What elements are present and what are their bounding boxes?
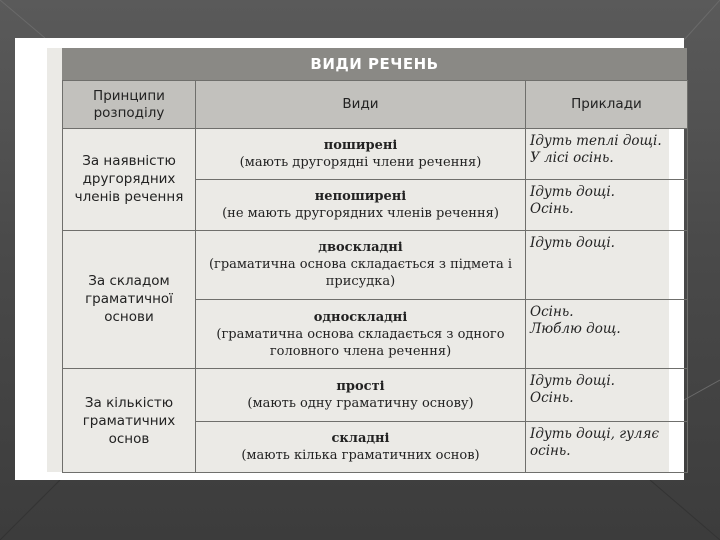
kind-name: складні — [331, 431, 390, 447]
example-text: Осінь. — [530, 303, 574, 320]
example-text: Ідуть дощі. — [530, 183, 615, 200]
principle-cell: За складом граматичної основи — [63, 230, 196, 368]
table-title: ВИДИ РЕЧЕНЬ — [62, 48, 687, 80]
kind-cell — [196, 129, 526, 180]
header-principle: Принципи розподілу — [63, 81, 196, 129]
principle-cell: За наявністю другорядних членів речення — [63, 129, 196, 231]
example-text: Ідуть теплі дощі. — [530, 133, 662, 149]
kind-cell — [196, 369, 526, 422]
sentence-types-table — [62, 80, 688, 473]
example-text: Люблю дощ. — [530, 320, 621, 337]
kind-cell — [196, 179, 526, 230]
kind-description: (мають кілька граматичних основ) — [241, 448, 480, 464]
table-row — [63, 129, 688, 180]
header-kinds: Види — [196, 81, 526, 129]
header-examples: Приклади — [526, 81, 688, 129]
kind-description: (не мають другорядних членів речення) — [222, 205, 499, 221]
kind-name: поширені — [323, 137, 398, 153]
example-text: У лісі осінь. — [530, 150, 614, 166]
kind-description: (мають другорядні члени речення) — [239, 154, 482, 170]
kind-description: (граматична основа складається з підмета і присудка) — [208, 257, 513, 290]
kind-description: (граматична основа складається з одного головного члена речення) — [216, 326, 505, 359]
example-cell — [526, 179, 688, 230]
table-row — [63, 369, 688, 422]
table-header-row — [63, 81, 688, 129]
kind-description: (мають одну граматичну основу) — [247, 396, 474, 412]
example-cell — [526, 369, 688, 422]
example-text: Ідуть дощі. — [530, 234, 615, 251]
example-cell — [526, 230, 688, 299]
kind-cell — [196, 299, 526, 368]
example-text: Осінь. — [530, 200, 574, 217]
example-text: Ідуть дощі. — [530, 373, 615, 390]
kind-name: двоскладні — [318, 240, 403, 256]
kind-name: односкладні — [313, 309, 408, 325]
example-text: Осінь. — [530, 390, 574, 407]
example-cell — [526, 299, 688, 368]
kind-name: непоширені — [314, 188, 407, 204]
kind-cell — [196, 230, 526, 299]
document-image — [47, 48, 669, 472]
example-cell — [526, 422, 688, 473]
kind-name: прості — [336, 379, 385, 395]
example-text: Ідуть дощі, гуляє осінь. — [530, 426, 660, 460]
kind-cell — [196, 422, 526, 473]
table-row — [63, 230, 688, 299]
principle-cell: За кількістю граматичних основ — [63, 369, 196, 473]
slide — [15, 38, 684, 480]
example-cell — [526, 129, 688, 180]
